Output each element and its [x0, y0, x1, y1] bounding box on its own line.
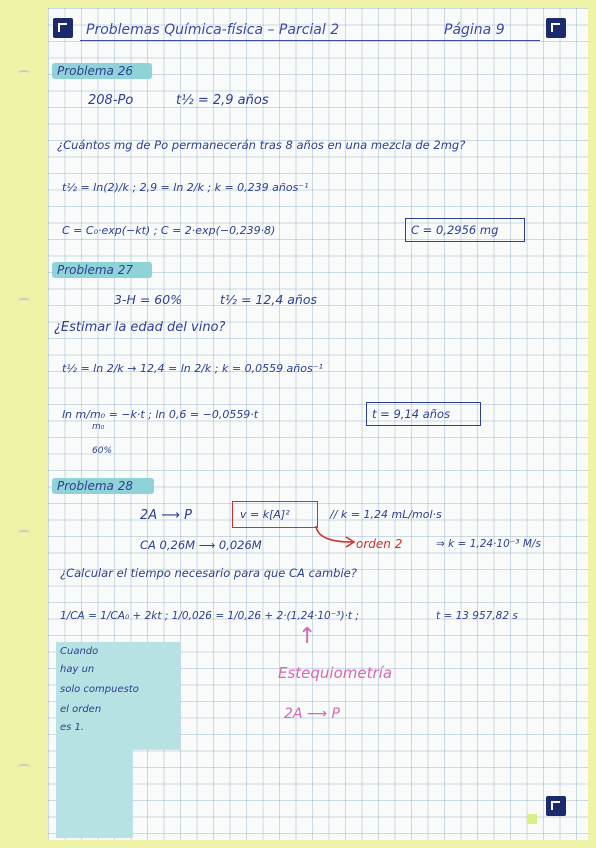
problem-27-eq1: t½ = ln 2/k → 12,4 = ln 2/k ; k = 0,0559 años⁻¹ — [62, 362, 323, 375]
problem-27-eq2: ln m/m₀ = −k·t ; ln 0,6 = −0,0559·t — [62, 408, 259, 421]
brand-corner-icon — [53, 18, 73, 38]
problem-28-conc: CA 0,26M ⟶ 0,026M — [140, 538, 262, 552]
problem-28-reaction: 2A ⟶ P — [140, 508, 192, 523]
punch-hole — [18, 530, 30, 536]
corner-mark — [527, 814, 537, 824]
problem-27-frac-den: m₀ — [92, 422, 105, 432]
page-number: Página 9 — [444, 22, 505, 38]
problem-26-question: ¿Cuántos mg de Po permanecerán tras 8 años en una mezcla de 2mg? — [57, 138, 466, 152]
problem-27-frac-sub: 60% — [92, 446, 113, 456]
problem-26-label: Problema 26 — [57, 64, 133, 78]
note-line: es 1. — [60, 722, 85, 733]
note-line: Cuando — [60, 646, 99, 657]
problem-28-question: ¿Calcular el tiempo necesario para que CA cambie? — [60, 566, 357, 580]
problem-26-halflife: t½ = 2,9 años — [176, 93, 269, 108]
note-line: hay un — [60, 664, 95, 675]
brand-corner-icon — [546, 18, 566, 38]
problem-28-label: Problema 28 — [57, 479, 133, 493]
stoich-label: Estequiometría — [278, 664, 393, 682]
problem-26-eq1: t½ = ln(2)/k ; 2,9 = ln 2/k ; k = 0,239 años⁻¹ — [62, 181, 309, 194]
problem-26-result: C = 0,2956 mg — [411, 223, 499, 237]
problem-28-k2: ⇒ k = 1,24·10⁻³ M/s — [436, 538, 541, 550]
brand-corner-icon — [546, 796, 566, 816]
problem-28-rate: v = k[A]² — [240, 508, 290, 521]
problem-26-data: 208-Po — [88, 93, 134, 108]
problem-27-halflife: t½ = 12,4 años — [220, 292, 317, 307]
problem-27-question: ¿Estimar la edad del vino? — [54, 320, 226, 335]
note-line: el orden — [60, 704, 102, 715]
red-arrow-icon — [304, 524, 364, 550]
problem-28-equation: 1/CA = 1/CA₀ + 2kt ; 1/0,026 = 1/0,26 + 2·(1,24·10⁻³)·t ; — [60, 610, 359, 622]
problem-28-result: t = 13 957,82 s — [436, 610, 518, 622]
problem-28-k: // k = 1,24 mL/mol·s — [330, 508, 442, 521]
note-line: solo compuesto — [60, 684, 139, 695]
header-underline — [80, 40, 540, 41]
problem-28-order: orden 2 — [356, 537, 403, 551]
punch-hole — [18, 764, 30, 770]
punch-hole — [18, 298, 30, 304]
page-title: Problemas Química-física – Parcial 2 — [86, 22, 340, 38]
punch-hole — [18, 70, 30, 76]
problem-27-data: 3-H = 60% — [114, 292, 183, 307]
problem-26-eq2: C = C₀·exp(−kt) ; C = 2·exp(−0,239·8) — [62, 224, 276, 237]
problem-27-result: t = 9,14 años — [372, 407, 451, 421]
problem-27-label: Problema 27 — [57, 263, 133, 277]
stoich-equation: 2A ⟶ P — [284, 706, 340, 722]
pink-up-arrow: ↑ — [298, 624, 317, 649]
